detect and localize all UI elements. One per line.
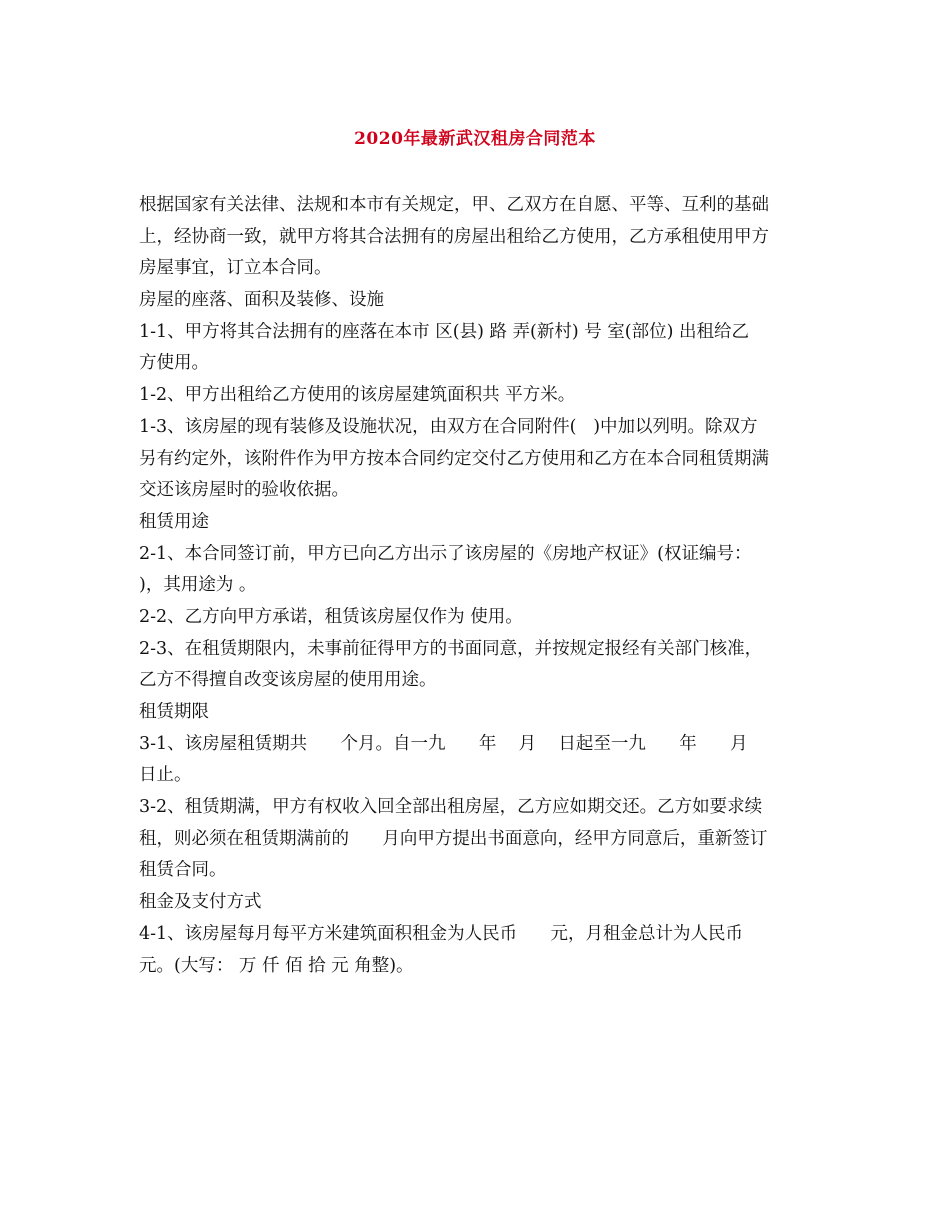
clause-line: 4-1、该房屋每月每平方米建筑面积租金为人民币 元，月租金总计为人民币 <box>139 923 744 944</box>
clause-line: 1-2、甲方出租给乙方使用的该房屋建筑面积共 平方米。 <box>139 385 576 406</box>
clause-line: 1-1、甲方将其合法拥有的座落在本市 区(县) 路 弄(新村) 号 室(部位) 出租给乙 <box>139 321 750 342</box>
section-heading: 租金及支付方式 <box>139 892 262 913</box>
clause-line: 1-3、该房屋的现有装修及设施状况，由双方在合同附件( )中加以列明。除双方 <box>139 416 758 437</box>
clause-line: 3-1、该房屋租赁期共 个月。自一九 年 月 日起至一九 年 月 <box>139 733 748 754</box>
document-title: 2020年最新武汉租房合同范本 <box>354 129 596 149</box>
section-heading: 租赁期限 <box>139 702 209 722</box>
clause-line: 2-2、乙方向甲方承诺，租赁该房屋仅作为 使用。 <box>139 606 523 627</box>
paragraph-line: 上，经协商一致，就甲方将其合法拥有的房屋出租给乙方使用，乙方承租使用甲方 <box>139 226 769 247</box>
section-heading: 租赁用途 <box>139 511 209 532</box>
paragraph-line: 房屋事宜，订立本合同。 <box>139 258 332 279</box>
clause-line: 交还该房屋时的验收依据。 <box>139 480 349 501</box>
clause-line: 元。(大写： 万 仟 佰 拾 元 角整)。 <box>139 955 414 976</box>
section-heading: 房屋的座落、面积及装修、设施 <box>139 290 384 311</box>
paragraph-line: 根据国家有关法律、法规和本市有关规定，甲、乙双方在自愿、平等、互利的基础 <box>139 195 769 215</box>
clause-line: 2-3、在租赁期限内，未事前征得甲方的书面同意，并按规定报经有关部门核准， <box>139 638 763 659</box>
clause-line: 租，则必须在租赁期满前的 月向甲方提出书面意向，经甲方同意后，重新签订 <box>139 828 768 849</box>
clause-line: 租赁合同。 <box>139 860 227 881</box>
clause-line: 3-2、租赁期满，甲方有权收入回全部出租房屋，乙方应如期交还。乙方如要求续 <box>139 797 763 818</box>
clause-line: 日止。 <box>139 765 192 786</box>
clause-line: 另有约定外，该附件作为甲方按本合同约定交付乙方使用和乙方在本合同租赁期满 <box>139 448 769 469</box>
document-body <box>139 190 819 982</box>
clause-line: )，其用途为 。 <box>139 575 257 596</box>
clause-line: 方使用。 <box>139 353 209 374</box>
clause-line: 乙方不得擅自改变该房屋的使用用途。 <box>139 670 437 691</box>
clause-line: 2-1、本合同签订前，甲方已向乙方出示了该房屋的《房地产权证》(权证编号： <box>139 543 752 564</box>
